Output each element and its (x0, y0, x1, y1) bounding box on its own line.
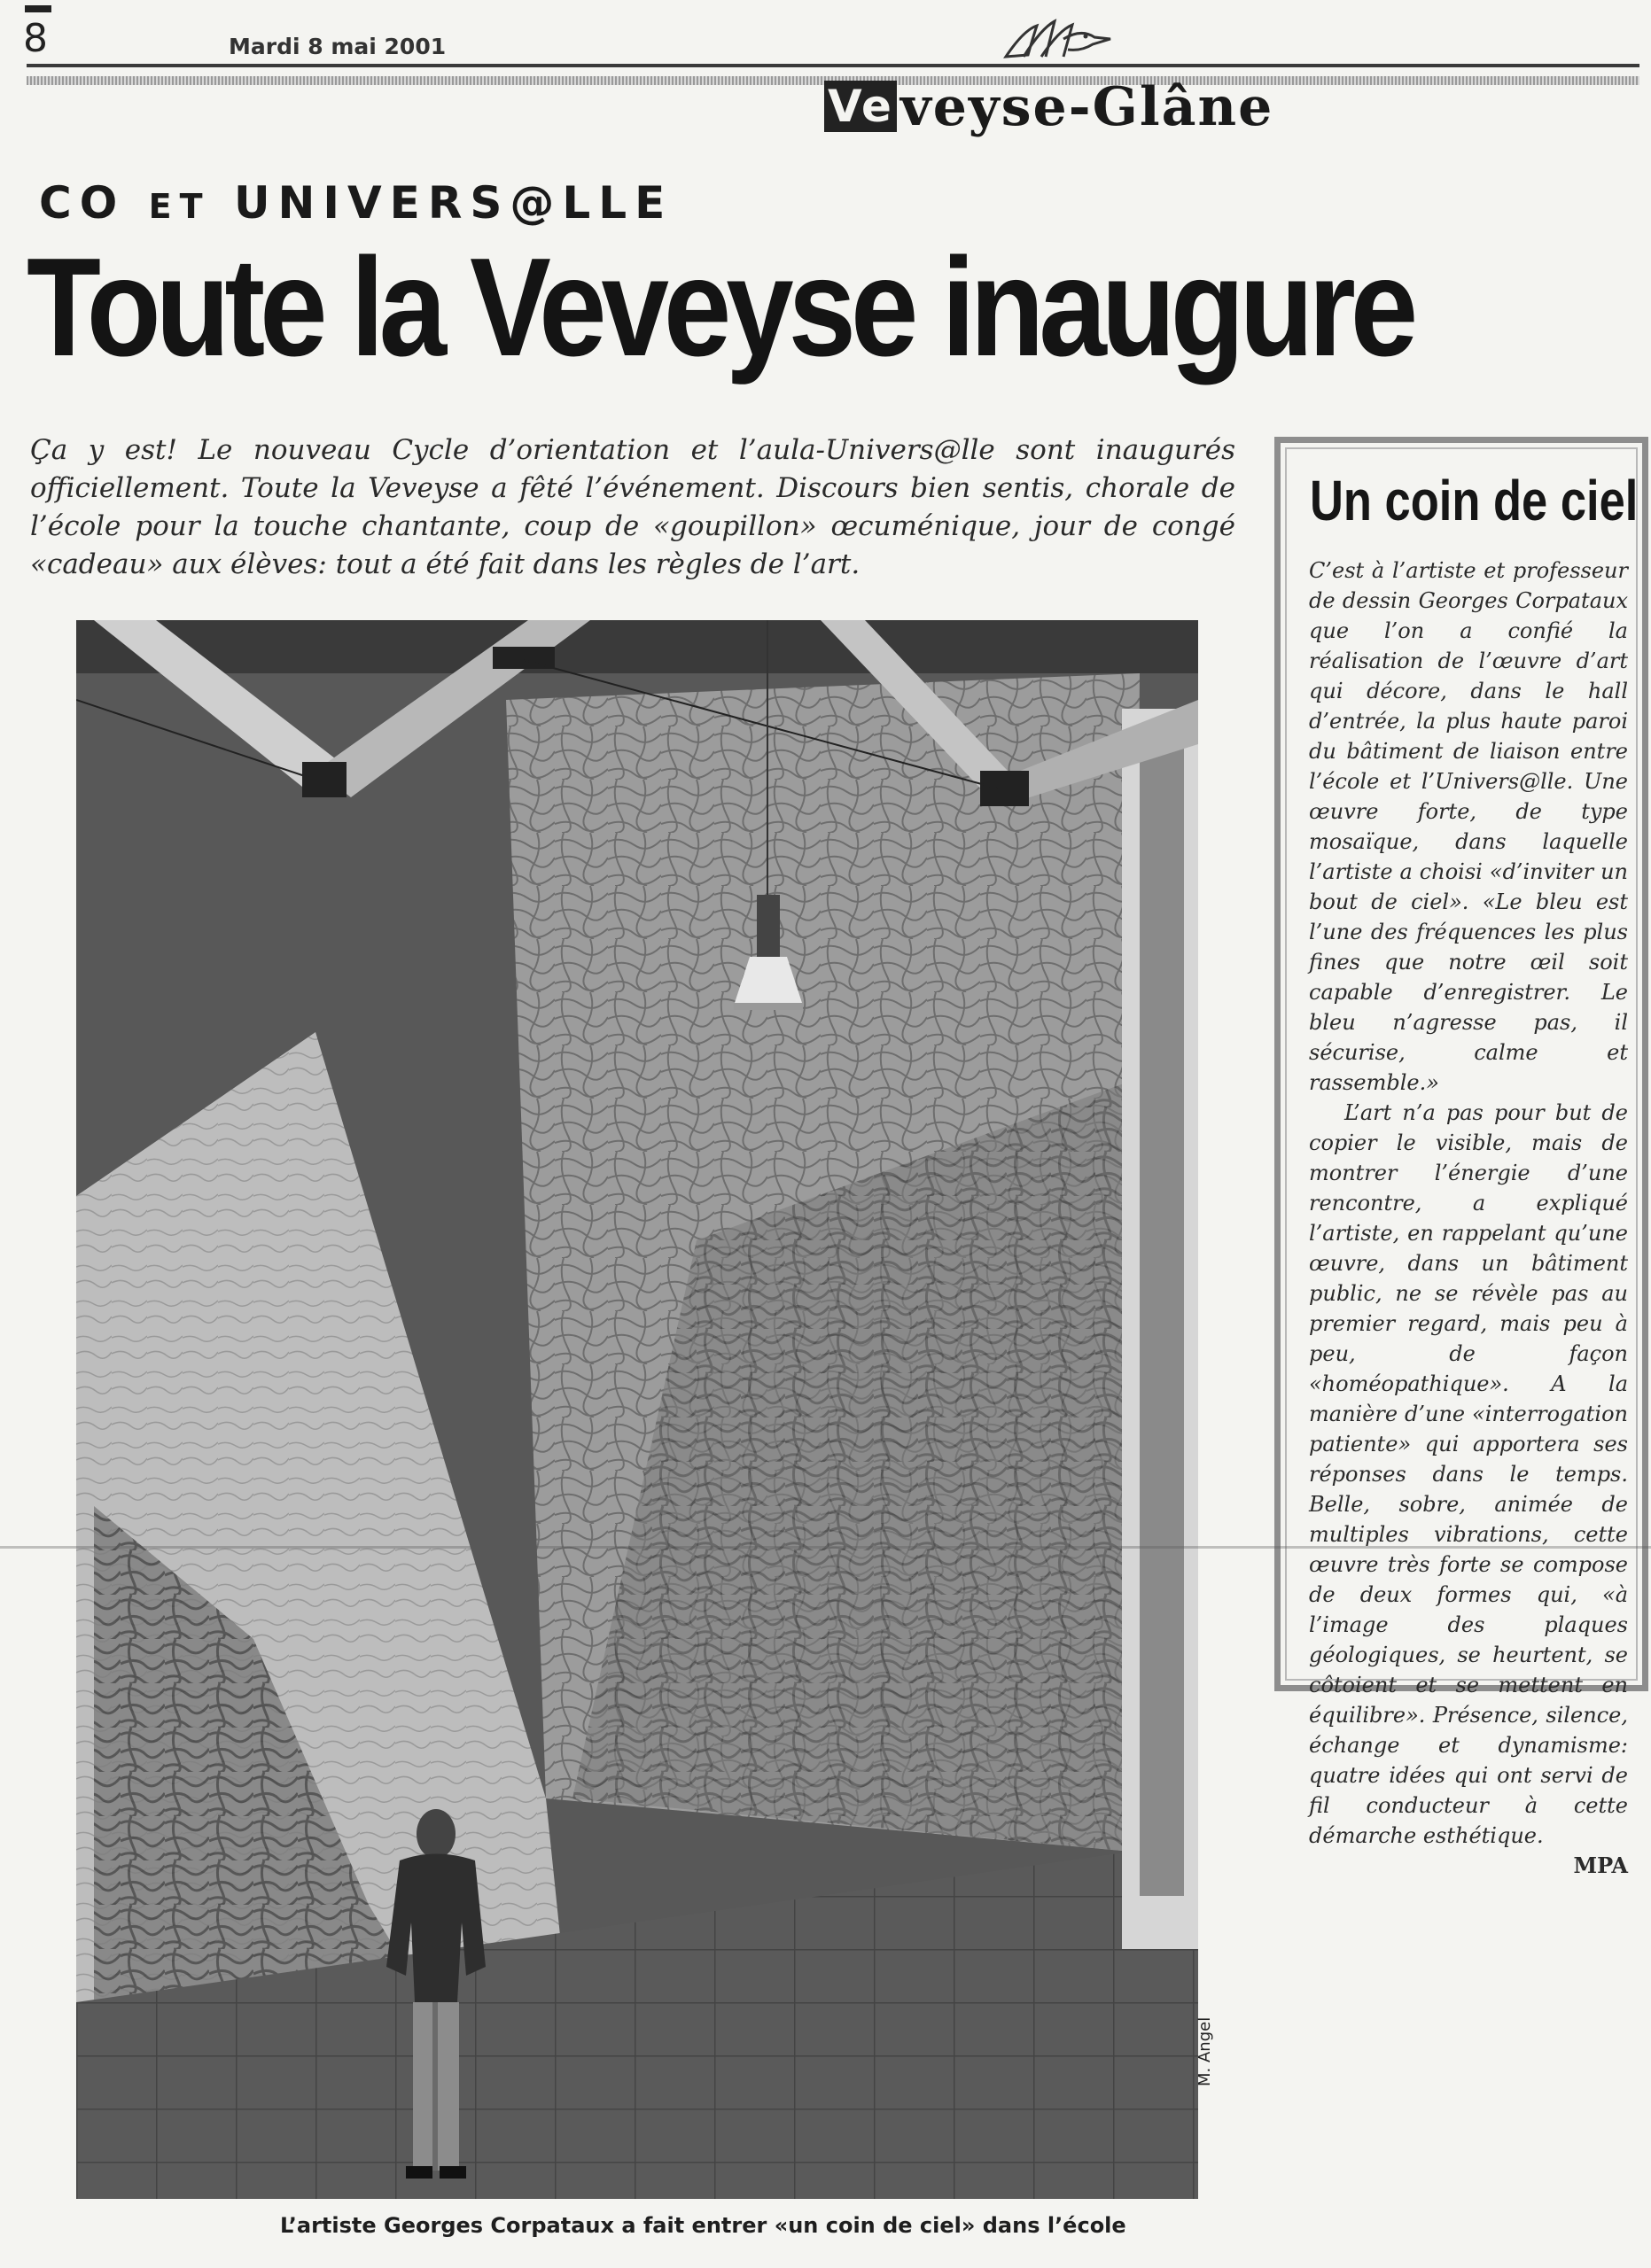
sidebar-signature: MPA (1573, 1852, 1628, 1878)
kicker-co: CO (39, 177, 126, 229)
kicker-et: ET (148, 187, 211, 226)
artwork-photo (76, 620, 1198, 2199)
issue-date: Mardi 8 mai 2001 (229, 34, 447, 59)
page-number-bar (25, 5, 51, 12)
kicker (39, 177, 673, 229)
sidebar-text (1309, 555, 1628, 1881)
section-badge: Ve (824, 81, 897, 132)
sidebar-paragraph-2-text: L’art n’a pas pour but de copier le visible, mais de montrer l’énergie d’une rencontre, a expliqué l’artiste, en rappelant qu’une œuvre, dans un bâtiment public, ne se révèle pas au premier regard, mais peu à peu, de façon «homéopathique». A la manière d’une «interrogation patiente» qui apportera ses réponses dans le temps. Belle, sobre, animée de multiples vibrations, cette œuvre très forte se compose de deux formes qui, «à l’image des plaques géologiques, se heurtent, se côtoient et se mettent en équilibre». Présence, silence, échange et dynamisme: quatre idées qui ont servi de fil conducteur à cette démarche esthétique. (1309, 1100, 1628, 1848)
headline: Toute la Veveyse inaugure (27, 229, 1413, 385)
newspaper-bird-logo (997, 12, 1112, 69)
article-lead: Ça y est! Le nouveau Cycle d’orientation et l’aula-Univers@lle sont inaugurés officiellement. Toute la Veveyse a fêté l’événement. Discours bien sentis, chorale de l’école pour la touche chantante, coup de «goupillon» œcuménique, jour de congé «cadeau» aux élèves: tout a été fait dans les règles de l’art. (30, 434, 1235, 580)
page-number: 8 (23, 16, 48, 61)
paper-fold-line (0, 1546, 1651, 1549)
photo-caption: L’artiste Georges Corpataux a fait entrer «un coin de ciel» dans l’école (280, 2213, 1126, 2238)
kicker-universalle: UNIVERS@LLE (233, 177, 674, 229)
artwork-photo-drawing (76, 620, 1198, 2199)
sidebar-paragraph-2 (1309, 1098, 1628, 1878)
section-title-text: veyse-Glâne (899, 76, 1274, 138)
photo-credit: M. Angel (1195, 2016, 1214, 2086)
header-rule (27, 64, 1639, 67)
section-title (824, 76, 1273, 138)
sidebar-paragraph-1: C’est à l’artiste et professeur de dessin Georges Corpataux que l’on a confié la réalisation de l’œuvre d’art qui décore, dans le hall d’entrée, la plus haute paroi du bâtiment de liaison entre l’école et l’Univers@lle. Une œuvre forte, de type mosaïque, dans laquelle l’artiste a choisi «d’inviter un bout de ciel». «Le bleu est l’une des fréquences les plus fines que notre œil soit capable d’enregistrer. Le bleu n’agresse pas, il sécurise, calme et rassemble.» (1309, 558, 1628, 1095)
sidebar-title: Un coin de ciel (1310, 469, 1639, 532)
